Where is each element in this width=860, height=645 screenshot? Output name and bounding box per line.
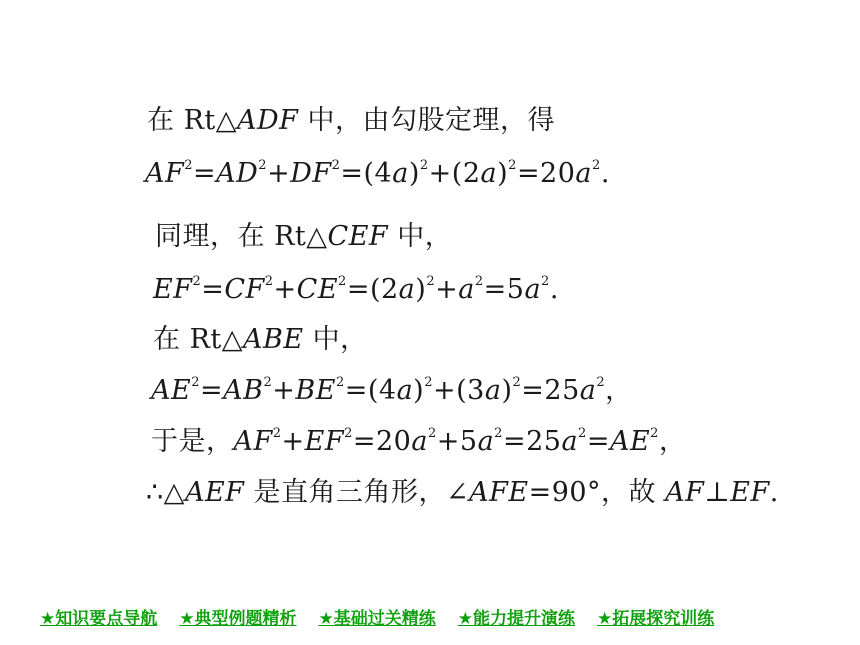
exponent: 2: [338, 274, 347, 289]
variable: a: [561, 426, 579, 457]
exponent: 2: [592, 158, 601, 173]
exponent: 2: [331, 158, 341, 173]
expression-part: ): [413, 375, 425, 406]
exponent: 2: [264, 274, 274, 289]
therefore-symbol: ∴△: [146, 477, 185, 508]
expression-part: ): [497, 158, 509, 189]
segment-label: AF: [145, 158, 185, 189]
nav-link-basic-practice[interactable]: ★基础过关精练: [318, 609, 436, 629]
solution-line-7: [151, 425, 686, 459]
triangle-label: ABE: [243, 324, 304, 355]
variable: a: [575, 158, 593, 189]
solution-line-3: [155, 220, 452, 254]
expression-part: =(4: [340, 158, 393, 189]
variable: a: [398, 274, 416, 305]
segment-label: AE: [151, 375, 192, 406]
perpendicular-symbol: ⊥: [704, 477, 731, 508]
text-segment: 中，由勾股定理，得: [298, 105, 556, 136]
segment-label: EF: [304, 426, 345, 457]
segment-label: AB: [223, 375, 264, 406]
operator: +: [267, 158, 291, 189]
variable: a: [458, 274, 475, 305]
text-segment: 中，: [388, 221, 453, 252]
solution-line-8: [146, 476, 779, 510]
triangle-label: CEF: [327, 221, 389, 252]
segment-label: AD: [216, 158, 259, 189]
operator: +: [272, 375, 296, 406]
text-segment: 中，: [303, 324, 368, 355]
segment-label: CE: [296, 274, 339, 305]
operator: =: [193, 158, 217, 189]
exponent: 2: [578, 426, 587, 441]
punctuation: .: [600, 158, 610, 189]
operator: =: [200, 375, 224, 406]
expression-part: =(2: [346, 274, 399, 305]
segment-label: AF: [665, 477, 705, 508]
expression-part: =25: [521, 375, 580, 406]
segment-label: AE: [609, 426, 651, 457]
exponent: 2: [191, 375, 200, 390]
exponent: 2: [263, 375, 273, 390]
nav-link-extension-training[interactable]: ★拓展探究训练: [597, 609, 715, 629]
nav-link-knowledge-guide[interactable]: ★知识要点导航: [40, 609, 158, 629]
expression-part: ): [501, 375, 513, 406]
operator: +: [281, 426, 305, 457]
solution-line-2: [145, 157, 610, 191]
exponent: 2: [426, 274, 436, 289]
expression-part: =20: [516, 158, 576, 189]
punctuation: .: [549, 274, 559, 305]
expression-part: +5: [436, 426, 478, 457]
expression-part: +(3: [433, 375, 485, 406]
expression-part: ): [415, 274, 427, 305]
solution-line-1: [147, 104, 555, 138]
exponent: 2: [272, 426, 282, 441]
variable: a: [392, 158, 409, 189]
exponent: 2: [192, 274, 202, 289]
operator: +: [435, 274, 459, 305]
exponent: 2: [494, 426, 503, 441]
text-segment: 于是，: [151, 426, 234, 457]
exponent: 2: [335, 375, 345, 390]
variable: a: [524, 274, 542, 305]
nav-link-ability-practice[interactable]: ★能力提升演练: [457, 609, 575, 629]
expression-part: =25: [502, 426, 562, 457]
segment-label: CF: [224, 274, 265, 305]
expression-part: +(2: [428, 158, 481, 189]
solution-line-6: [151, 374, 633, 408]
punctuation: ，: [658, 426, 687, 457]
exponent: 2: [541, 274, 550, 289]
text-segment: 是直角三角形，∠: [244, 477, 470, 508]
exponent: 2: [184, 158, 194, 173]
text-segment: 同理，在 Rt△: [155, 221, 328, 252]
exponent: 2: [427, 426, 437, 441]
triangle-label: AEF: [184, 477, 245, 508]
segment-label: EF: [730, 477, 770, 508]
expression-part: =5: [483, 274, 525, 305]
punctuation: ，: [605, 375, 633, 406]
operator: +: [273, 274, 297, 305]
exponent: 2: [650, 426, 659, 441]
triangle-label: ADF: [237, 105, 299, 136]
variable: a: [480, 158, 498, 189]
bottom-nav: [40, 604, 714, 629]
variable: a: [411, 426, 428, 457]
nav-link-typical-examples[interactable]: ★典型例题精析: [179, 609, 297, 629]
variable: a: [477, 426, 495, 457]
variable: a: [579, 375, 597, 406]
exponent: 2: [419, 158, 429, 173]
text-segment: =90°，故: [528, 477, 666, 508]
text-segment: 在 Rt△: [153, 324, 244, 355]
segment-label: DF: [290, 158, 332, 189]
segment-label: AF: [233, 426, 273, 457]
segment-label: EF: [153, 274, 193, 305]
variable: a: [396, 375, 414, 406]
exponent: 2: [596, 375, 606, 390]
exponent: 2: [424, 375, 433, 390]
expression-part: =(4: [344, 375, 397, 406]
angle-label: AFE: [469, 477, 529, 508]
solution-line-5: [153, 323, 368, 357]
exponent: 2: [474, 274, 484, 289]
punctuation: .: [769, 477, 779, 508]
solution-line-4: [153, 273, 559, 307]
exponent: 2: [344, 426, 353, 441]
exponent: 2: [512, 375, 522, 390]
exponent: 2: [508, 158, 517, 173]
operator: =: [586, 426, 610, 457]
expression-part: ): [408, 158, 420, 189]
variable: a: [484, 375, 502, 406]
expression-part: =20: [352, 426, 412, 457]
text-segment: 在 Rt△: [147, 105, 238, 136]
segment-label: BE: [295, 375, 336, 406]
operator: =: [201, 274, 225, 305]
exponent: 2: [258, 158, 268, 173]
